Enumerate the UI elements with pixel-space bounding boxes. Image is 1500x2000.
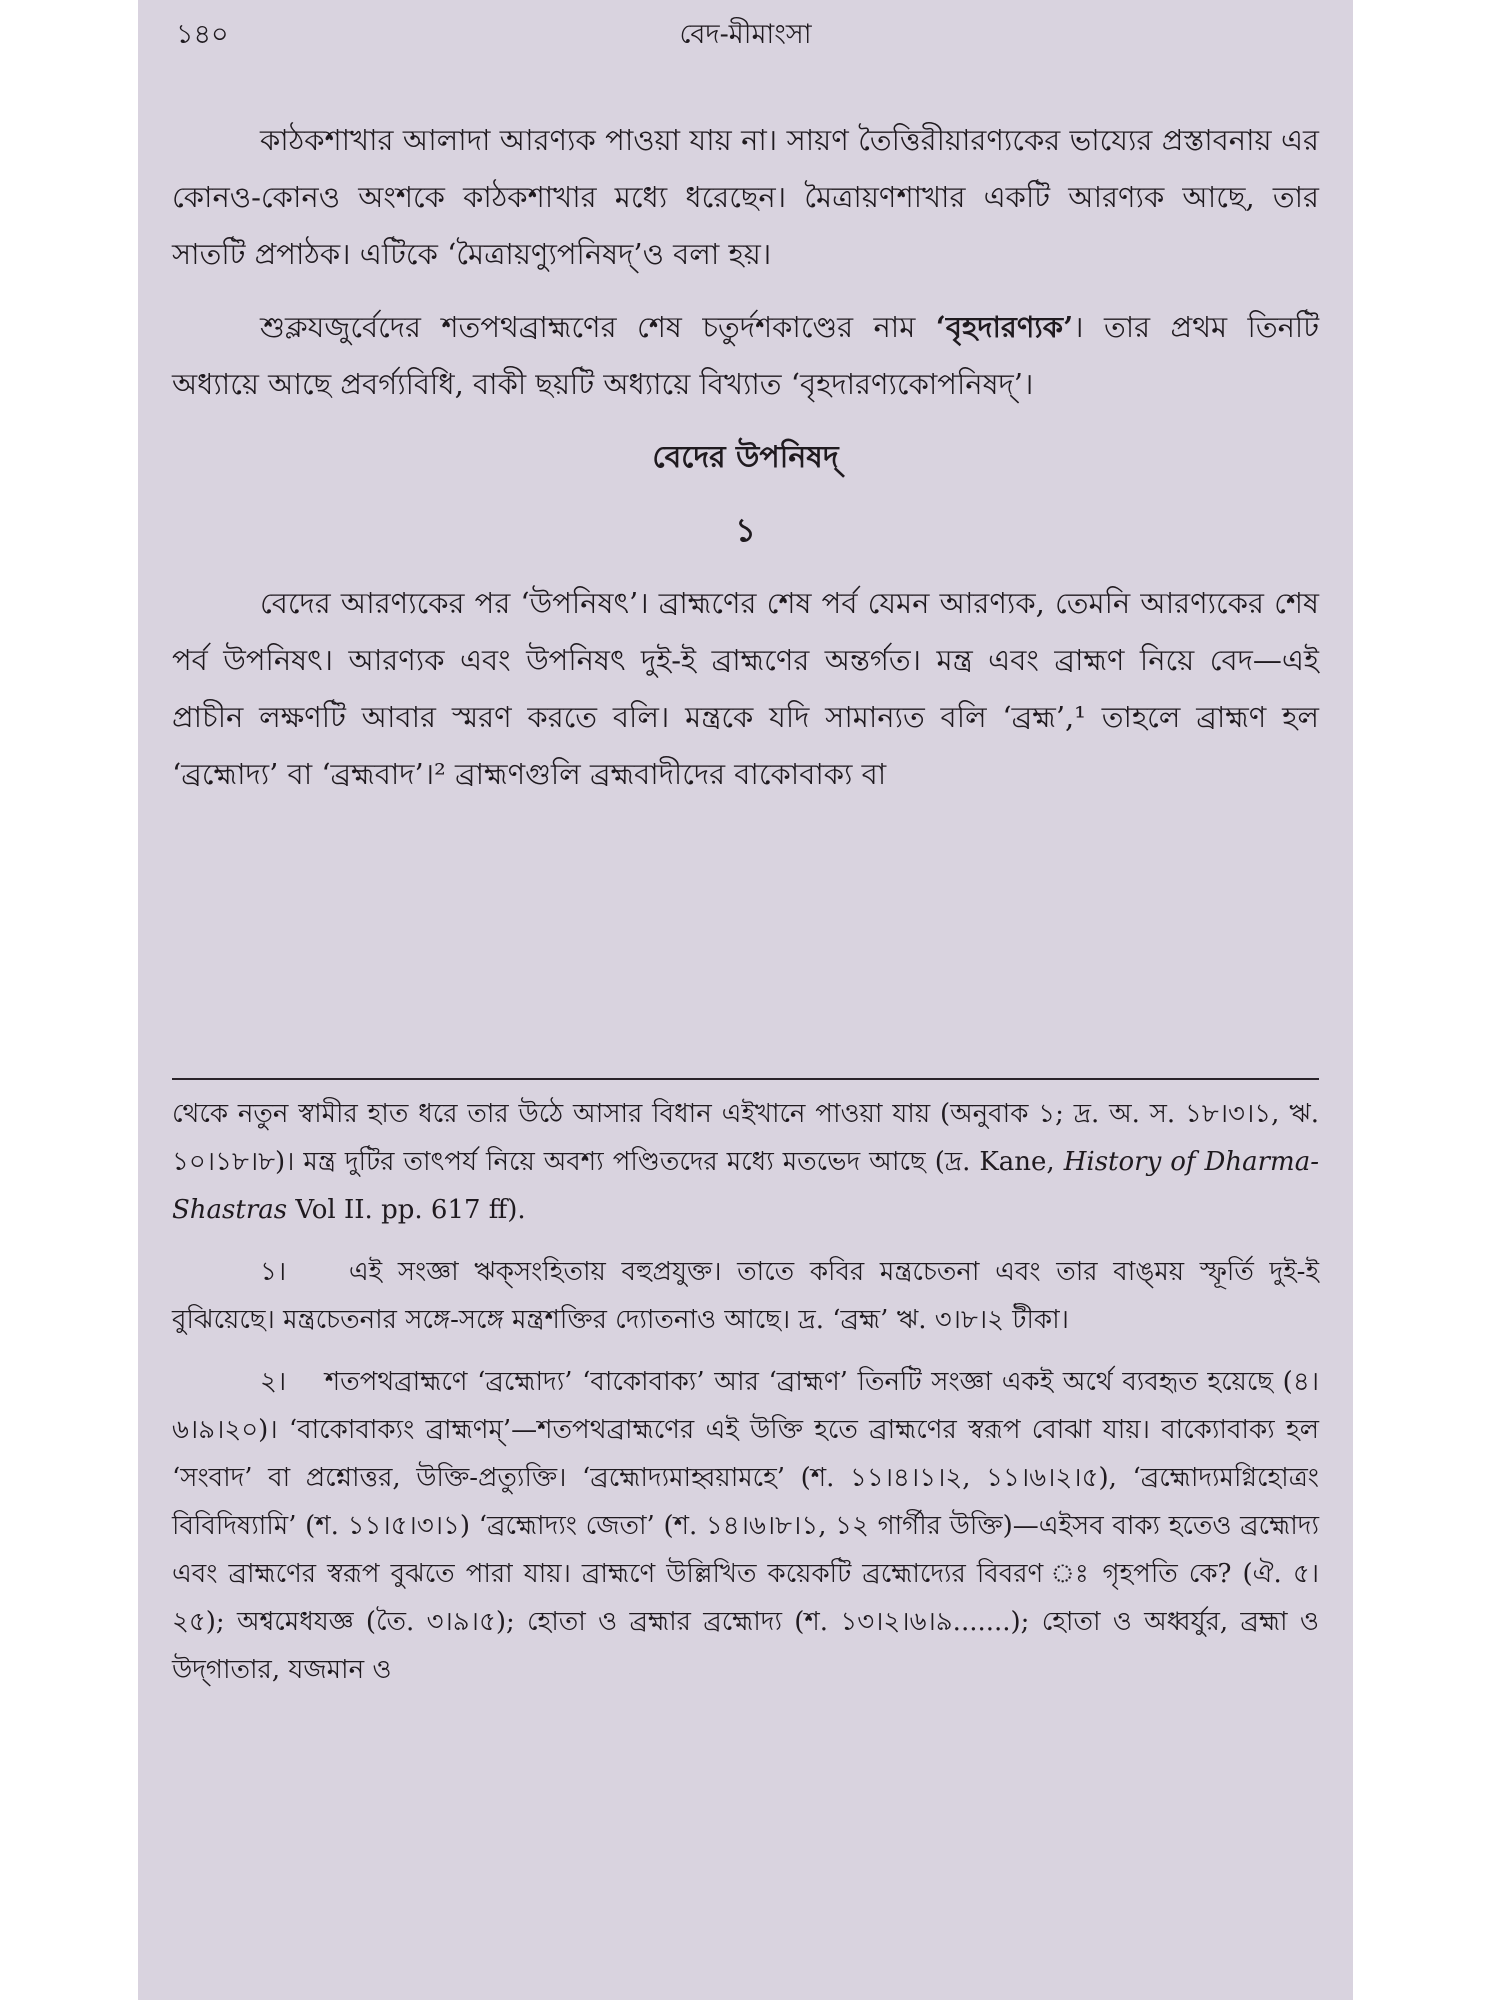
running-title: বেদ-মীমাংসা bbox=[679, 19, 812, 50]
footnote-2-number: ২। bbox=[260, 1367, 287, 1397]
footnote-continuation bbox=[172, 1090, 1319, 1234]
book-page bbox=[138, 0, 1353, 2000]
footnote-1-number: ১। bbox=[260, 1257, 287, 1287]
paragraph-1: কাঠকশাখার আলাদা আরণ্যক পাওয়া যায় না। সায়ণ তৈত্তিরীয়ারণ্যকের ভায্যের প্রস্তাবনায় এর কোনও-কোনও অংশকে কাঠকশাখার মধ্যে ধরেছেন। মৈত্রায়ণশাখার একটি আরণ্যক আছে, তার সাতটি প্রপাঠক। এটিকে ‘মৈত্রায়ণ্যুপনিষদ্’ও বলা হয়। bbox=[172, 123, 1319, 271]
paragraph-3: বেদের আরণ্যকের পর ‘উপনিষৎ’। ব্রাহ্মণের শেষ পর্ব যেমন আরণ্যক, তেমনি আরণ্যকের শেষ পর্ব উপনিষৎ। আরণ্যক এবং উপনিষৎ দুই-ই ব্রাহ্মণের অন্তর্গত। মন্ত্র এবং ব্রাহ্মণ নিয়ে বেদ—এই প্রাচীন লক্ষণটি আবার স্মরণ করতে বলি। মন্ত্রকে যদি সামান্যত বলি ‘ব্রহ্ম’,¹ তাহলে ব্রাহ্মণ হল ‘ব্রহ্মোদ্য’ বা ‘ব্রহ্মবাদ’।² ব্রাহ্মণগুলি ব্রহ্মবাদীদের বাকোবাক্য বা bbox=[172, 586, 1319, 791]
main-text bbox=[172, 112, 1319, 819]
footnote-italic-title: History of Dharma-Shastras bbox=[172, 1147, 1319, 1225]
paragraph-2 bbox=[172, 299, 1319, 413]
footnote-continuation-text: থেকে নতুন স্বামীর হাত ধরে তার উঠে আসার বিধান এইখানে পাওয়া যায় (অনুবাক ১; দ্র. অ. স. ১৮।৩।১, ঋ. ১০।১৮।৮)। মন্ত্র দুটির তাৎপর্য নিয়ে অবশ্য পণ্ডিতদের মধ্যে মতভেদ আছে (দ্র. Kane, bbox=[172, 1099, 1319, 1177]
footnote-1 bbox=[172, 1248, 1319, 1344]
footnote-2 bbox=[172, 1358, 1319, 1694]
paragraph-2-start: শুক্লযজুর্বেদের শতপথব্রাহ্মণের শেষ চতুর্দশকাণ্ডের নাম bbox=[260, 310, 936, 344]
bold-term: ‘বৃহদারণ্যক’ bbox=[935, 310, 1074, 344]
footnote-2-text: শতপথব্রাহ্মণে ‘ব্রহ্মোদ্য’ ‘বাকোবাক্য’ আর ‘ব্রাহ্মণ’ তিনটি সংজ্ঞা একই অর্থে ব্যবহৃত হয়েছে (৪।৬।৯।২০)। ‘বাকোবাক্যং ব্রাহ্মণম্’—শতপথব্রাহ্মণের এই উক্তি হতে ব্রাহ্মণের স্বরূপ বোঝা যায়। বাক্যোবাক্য হল ‘সংবাদ’ বা প্রশ্নোত্তর, উক্তি-প্রত্যুক্তি। ‘ব্রহ্মোদ্যমাহ্বয়ামহে’ (শ. ১১।৪।১।২, ১১।৬।২।৫), ‘ব্রহ্মোদ্যমগ্নিহোত্রং বিবিদিষ্যামি’ (শ. ১১।৫।৩।১) ‘ব্রহ্মোদ্যং জেতা’ (শ. ১৪।৬।৮।১, ১২ গার্গীর উক্তি)—এইসব বাক্য হতেও ব্রহ্মোদ্য এবং ব্রাহ্মণের স্বরূপ বুঝতে পারা যায়। ব্রাহ্মণে উল্লিখিত কয়েকটি ব্রহ্মোদ্যের বিবরণ ঃ গৃহপতি কে? (ঐ. ৫।২৫); অশ্বমেধযজ্ঞ (তৈ. ৩।৯।৫); হোতা ও ব্রহ্মার ব্রহ্মোদ্য (শ. ১৩।২।৬।৯.......); হোতা ও অধ্বর্যুর, ব্রহ্মা ও উদ্‌গাতার, যজমান ও bbox=[172, 1367, 1319, 1685]
section-title: বেদের উপনিষদ্ bbox=[652, 440, 839, 475]
footnotes bbox=[172, 1090, 1319, 1708]
page-header bbox=[176, 14, 1315, 64]
footnote-divider bbox=[172, 1078, 1319, 1080]
paragraph-2-end: । তার প্রথম তিনটি অধ্যায়ে আছে প্রবর্গ্যবিধি, বাকী ছয়টি অধ্যায়ে বিখ্যাত ‘বৃহদারণ্যকোপনিষদ্’। bbox=[172, 310, 1320, 401]
section-number: ১ bbox=[735, 511, 756, 549]
footnote-1-text: এই সংজ্ঞা ঋক্‌সংহিতায় বহুপ্রযুক্ত। তাতে কবির মন্ত্রচেতনা এবং তার বাঙ্‌ময় স্ফূর্তি দুই-ই বুঝিয়েছে। মন্ত্রচেতনার সঙ্গে-সঙ্গে মন্ত্রশক্তির দ্যোতনাও আছে। দ্র. ‘ব্রহ্ম’ ঋ. ৩।৮।২ টীকা। bbox=[172, 1257, 1319, 1335]
footnote-continuation-end: Vol II. pp. 617 ff). bbox=[287, 1195, 526, 1225]
page-number: ১৪০ bbox=[176, 19, 229, 50]
